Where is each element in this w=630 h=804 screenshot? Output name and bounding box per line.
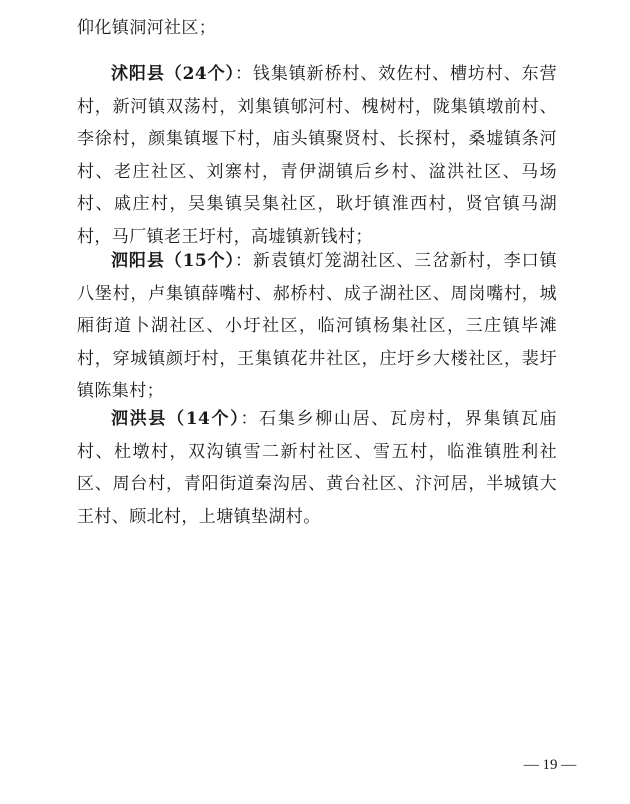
county-heading-sihong: 泗洪县（14个） [111, 409, 241, 429]
paragraph-body: 钱集镇新桥村、效佐村、槽坊村、东营村，新河镇双荡村，刘集镇郇河村、槐树村，陇集镇墩前村、李徐村，颜集镇堰下村，庙头镇聚贤村、长探村，桑墟镇条河村、老庄社区、刘寨村，青伊湖镇后乡村、湓洪社区、马场村、戚庄村，吴集镇吴集社区，耿圩镇淮西村，贤官镇马湖村，马厂镇老王圩村，高墟镇新钱村； [77, 64, 557, 247]
paragraph-shuyang [77, 58, 557, 253]
continued-text-line: 仰化镇洞河社区； [77, 18, 217, 38]
heading-colon: ： [234, 64, 253, 84]
heading-colon: ： [240, 409, 260, 429]
county-heading-siyang: 泗阳县（15个） [111, 251, 235, 271]
page-number: — 19 — [523, 757, 577, 773]
paragraph-body: 新袁镇灯笼湖社区、三岔新村，李口镇八堡村，卢集镇薛嘴村、郝桥村、成子湖社区、周岗嘴村，城厢街道卜湖社区、小圩社区，临河镇杨集社区，三庄镇毕滩村，穿城镇颜圩村，王集镇花井社区，庄圩乡大楼社区，裴圩镇陈集村； [77, 251, 557, 401]
paragraph-siyang [77, 245, 557, 408]
paragraph-body: 石集乡柳山居、瓦房村，界集镇瓦庙村、杜墩村，双沟镇雪二新村社区、雪五村，临淮镇胜利社区、周台村，青阳街道秦沟居、黄台社区、汴河居，半城镇大王村、顾北村，上塘镇垫湖村。 [77, 409, 557, 527]
county-heading-shuyang: 沭阳县（24个） [111, 64, 235, 84]
paragraph-sihong [77, 403, 557, 533]
heading-colon: ： [234, 251, 253, 271]
